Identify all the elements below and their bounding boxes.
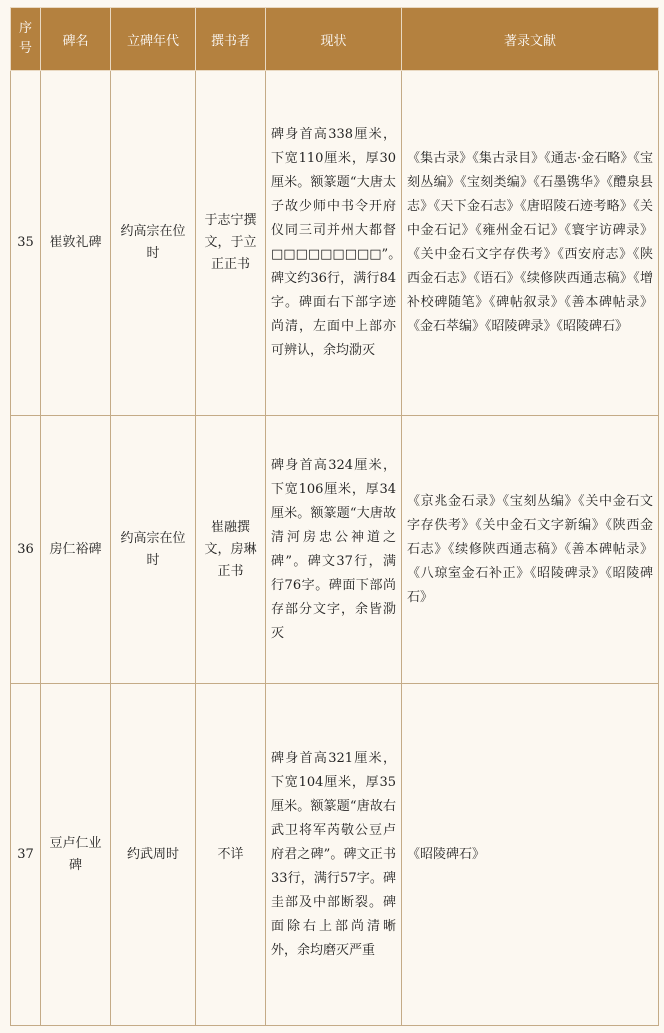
cell-author: 于志宁撰文，于立正正书 — [196, 71, 266, 416]
stele-table — [10, 7, 659, 1026]
cell-name: 崔敦礼碑 — [41, 71, 111, 416]
cell-era: 约高宗在位时 — [111, 71, 196, 416]
col-header-number: 序 号 — [11, 8, 41, 71]
col-header-status: 现状 — [266, 8, 402, 71]
col-header-refs: 著录文献 — [402, 8, 659, 71]
cell-refs: 《京兆金石录》《宝刻丛编》《关中金石文字存佚考》《关中金石文字新编》《陕西金石志》《续修陕西通志稿》《善本碑帖录》《八琼室金石补正》《昭陵碑录》《昭陵碑石》 — [402, 416, 659, 684]
cell-author: 崔融撰文，房琳正书 — [196, 416, 266, 684]
cell-refs: 《昭陵碑石》 — [402, 684, 659, 1026]
table-row — [11, 416, 659, 684]
header-row — [11, 8, 659, 71]
cell-era: 约高宗在位时 — [111, 416, 196, 684]
cell-number: 36 — [11, 416, 41, 684]
col-header-era: 立碑年代 — [111, 8, 196, 71]
cell-author: 不详 — [196, 684, 266, 1026]
table-row — [11, 71, 659, 416]
cell-number: 37 — [11, 684, 41, 1026]
cell-name: 房仁裕碑 — [41, 416, 111, 684]
cell-name: 豆卢仁业碑 — [41, 684, 111, 1026]
cell-refs: 《集古录》《集古录目》《通志·金石略》《宝刻丛编》《宝刻类编》《石墨镌华》《醴泉县志》《天下金石志》《唐昭陵石迹考略》《关中金石记》《雍州金石记》《寰宇访碑录》《关中金石文字存佚考》《西安府志》《陕西金石志》《语石》《续修陕西通志稿》《增补校碑随笔》《碑帖叙录》《善本碑帖录》《金石萃编》《昭陵碑录》《昭陵碑石》 — [402, 71, 659, 416]
cell-status: 碑身首高321厘米，下宽104厘米，厚35厘米。额篆题“唐故右武卫将军芮敬公豆卢府君之碑”。碑文正书33行，满行57字。碑圭部及中部断裂。碑面除右上部尚清晰外，余均磨灭严重 — [266, 684, 402, 1026]
col-header-author: 撰书者 — [196, 8, 266, 71]
cell-number: 35 — [11, 71, 41, 416]
cell-status: 碑身首高338厘米，下宽110厘米，厚30厘米。额篆题“大唐太子故少师中书令开府仪同三司并州大都督□□□□□□□□□”。碑文约36行，满行84字。碑面右下部字迹尚清，左面中上部亦可辨认，余均泐灭 — [266, 71, 402, 416]
cell-era: 约武周时 — [111, 684, 196, 1026]
table-row — [11, 684, 659, 1026]
col-header-name: 碑名 — [41, 8, 111, 71]
cell-status: 碑身首高324厘米，下宽106厘米，厚34厘米。额篆题“大唐故清河房忠公神道之碑”。碑文37行，满行76字。碑面下部尚存部分文字，余皆泐灭 — [266, 416, 402, 684]
